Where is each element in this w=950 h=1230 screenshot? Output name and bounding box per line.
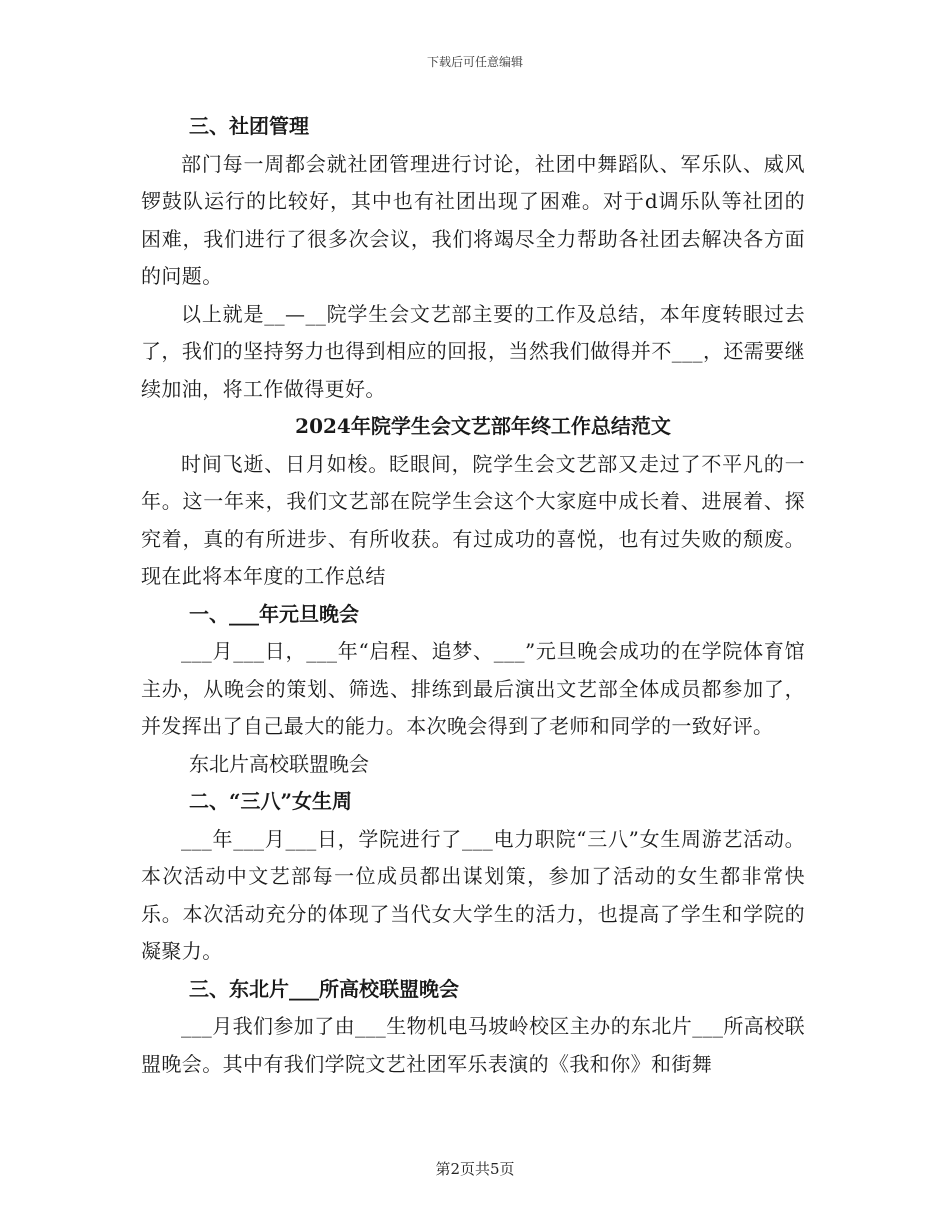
plain-line: 东北片高校联盟晚会 [189, 751, 369, 776]
paragraph: 时间飞逝、日月如梭。眨眼间，院学生会文艺部又走过了不平凡的一年。这一年来，我们文艺部在院学生会这个大家庭中成长着、进展着、探究着，真的有所进步、有所收获。有过成功的喜悦，也有过失败的颓废。现在此将本年度的工作总结 [141, 451, 805, 588]
section-heading: 二、“三八”女生周 [189, 789, 353, 813]
section-heading: 一、___年元旦晚会 [189, 601, 359, 626]
section-heading: 三、社团管理 [189, 114, 309, 138]
paragraph: ___月我们参加了由___生物机电马坡岭校区主办的东北片___所高校联盟晚会。其中有我们学院文艺社团军乐表演的《我和你》和街舞 [141, 1014, 805, 1076]
paragraph: 以上就是__—__院学生会文艺部主要的工作及总结，本年度转眼过去了，我们的坚持努力也得到相应的回报，当然我们做得并不___，还需要继续加油，将工作做得更好。 [141, 301, 805, 401]
section-heading: 三、东北片___所高校联盟晚会 [189, 976, 459, 1001]
paragraph: ___年___月___日，学院进行了___电力职院“三八”女生周游艺活动。本次活动中文艺部每一位成员都出谋划策，参加了活动的女生都非常快乐。本次活动充分的体现了当代女大学生的活力，也提高了学生和学院的凝聚力。 [141, 826, 805, 963]
paragraph: ___月___日，___年“启程、追梦、___”元旦晚会成功的在学院体育馆主办，从晚会的策划、筛选、排练到最后演出文艺部全体成员都参加了，并发挥出了自己最大的能力。本次晚会得到了老师和同学的一致好评。 [141, 639, 805, 738]
page-footer: 第2页共5页 [435, 1160, 515, 1178]
paragraph: 部门每一周都会就社团管理进行讨论，社团中舞蹈队、军乐队、威风锣鼓队运行的比较好，其中也有社团出现了困难。对于d调乐队等社团的困难，我们进行了很多次会议，我们将竭尽全力帮助各社团去解决各方面的问题。 [141, 151, 805, 288]
page-header: 下载后可任意编辑 [426, 55, 523, 69]
document-body [141, 108, 805, 1083]
document-title: 2024年院学生会文艺部年终工作总结范文 [295, 414, 671, 438]
